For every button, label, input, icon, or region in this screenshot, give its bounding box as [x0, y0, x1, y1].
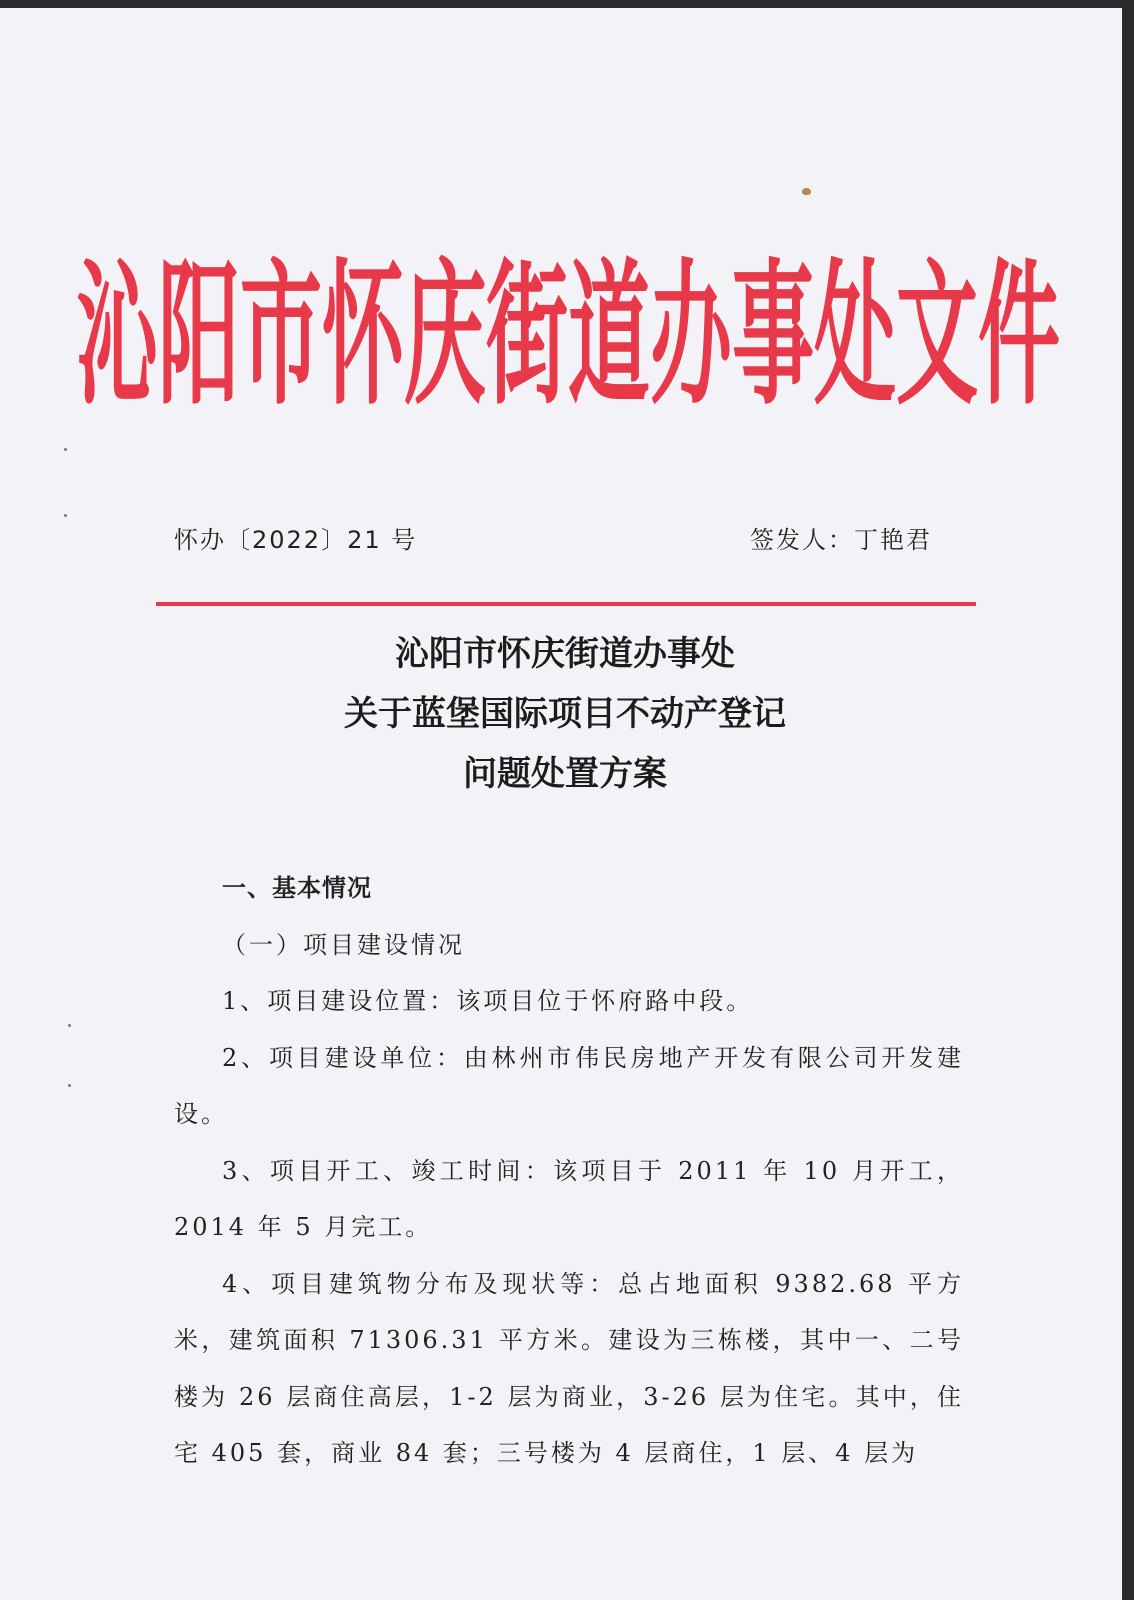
paper-speck — [802, 188, 811, 195]
subsection-heading: （一）项目建设情况 — [222, 930, 465, 959]
paper-speck — [64, 514, 67, 517]
paper-speck — [64, 448, 67, 451]
title-line: 沁阳市怀庆街道办事处 — [395, 634, 735, 674]
paragraph: 2、项目建设单位：由林州市伟民房地产开发有限公司开发建设。 — [174, 1043, 964, 1128]
paragraph: 3、项目开工、竣工时间：该项目于 2011 年 10 月开工，2014 年 5 月完工。 — [174, 1156, 964, 1241]
document-page — [0, 8, 1122, 1600]
paper-speck — [68, 1084, 71, 1087]
paragraph: 4、项目建筑物分布及现状等：总占地面积 9382.68 平方米，建筑面积 71306.31 平方米。建设为三栋楼，其中一、二号楼为 26 层商住高层，1-2 层为商业，3-26 层为住宅。其中，住宅 405 套，商业 84 套；三号楼为 4 层商住，1 层、4 层为 — [174, 1269, 964, 1467]
title-line: 关于蓝堡国际项目不动产登记 — [344, 694, 786, 734]
red-divider-line — [156, 602, 976, 606]
paper-speck — [68, 1024, 71, 1027]
section-heading: 一、基本情况 — [222, 874, 372, 902]
red-header-text: 沁阳市怀庆街道办事处文件 — [76, 244, 1061, 427]
red-header-title — [76, 228, 1061, 427]
title-line: 问题处置方案 — [463, 754, 667, 794]
paragraph: 1、项目建设位置：该项目位于怀府路中段。 — [222, 987, 754, 1015]
document-body — [174, 860, 964, 1482]
document-number: 怀办〔2022〕21 号 — [174, 526, 418, 554]
signer: 签发人：丁艳君 — [750, 526, 932, 554]
document-title — [140, 624, 990, 804]
